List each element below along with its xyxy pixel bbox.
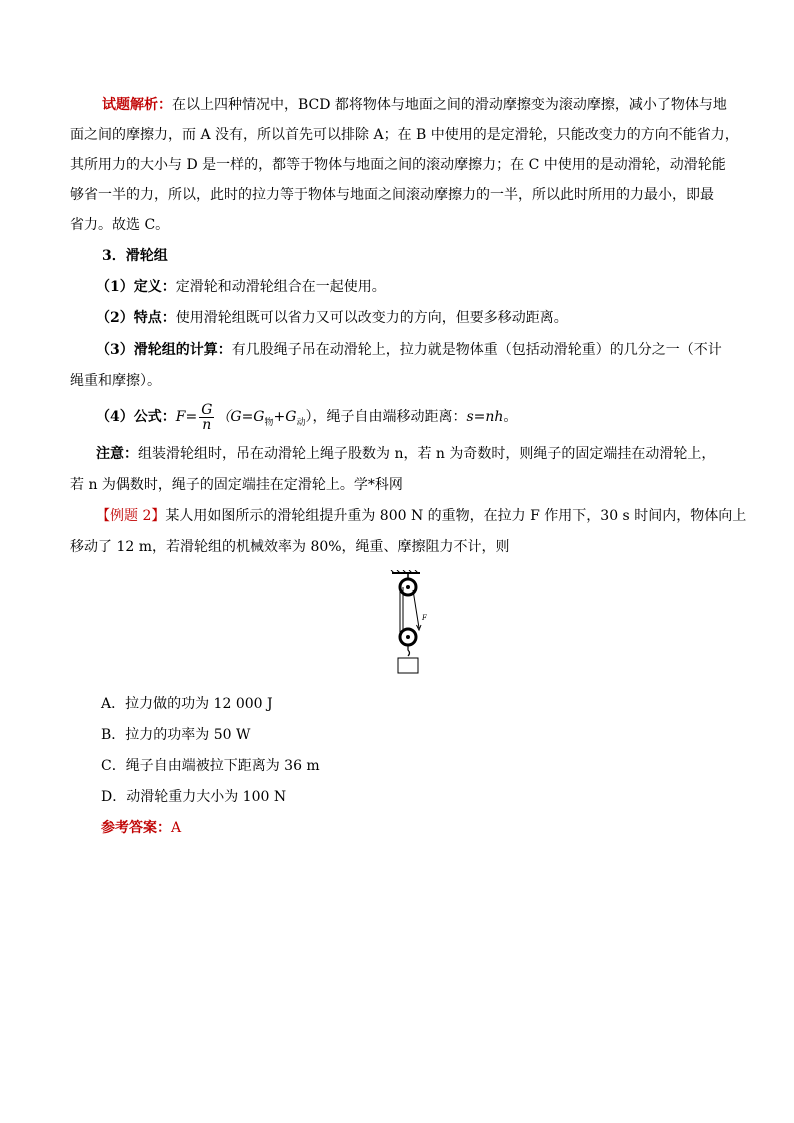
example-line-2: 移动了 12 m，若滑轮组的机械效率为 80%，绳重、摩擦阻力不计，则 — [70, 539, 510, 555]
analysis-label: 试题解析： — [102, 97, 172, 113]
pulley-diagram — [378, 570, 438, 680]
analysis-line-4: 够省一半的力，所以，此时的拉力等于物体与地面之间滚动摩擦力的一半，所以此时所用的力最小，即最 — [70, 187, 714, 203]
formula-fraction: $\frac{G}{n}$ — [201, 401, 213, 433]
item-feature: （2）特点：使用滑轮组既可以省力又可以改变力的方向，但要多移动距离。 — [96, 310, 568, 326]
item-calculation: （3）滑轮组的计算：有几股绳子吊在动滑轮上，拉力就是物体重（包括动滑轮重）的几分之一（不计 — [96, 342, 722, 358]
example-line-1: 【例题 2】某人用如图所示的滑轮组提升重为 800 N 的重物，在拉力 F 作用下，30 s 时间内，物体向上 — [96, 508, 747, 524]
option-b: B．拉力的功率为 50 W — [101, 727, 251, 743]
section-title: 3．滑轮组 — [102, 248, 168, 264]
answer-value: A — [171, 820, 182, 836]
option-a: A．拉力做的功为 12 000 J — [101, 696, 273, 712]
analysis-line-1: 试题解析：在以上四种情况中，BCD 都将物体与地面之间的滑动摩擦变为滚动摩擦，减小了物体与地 — [102, 97, 727, 113]
option-d: D．动滑轮重力大小为 100 N — [101, 789, 287, 805]
example-label: 【例题 2】 — [96, 508, 166, 524]
analysis-line-3: 其所用力的大小与 D 是一样的，都等于物体与地面之间的滚动摩擦力；在 C 中使用的是动滑轮，动滑轮能 — [70, 157, 726, 173]
item-calculation-cont: 绳重和摩擦）。 — [70, 373, 161, 389]
force-label: F — [422, 614, 427, 622]
note-line-1: 注意：组装滑轮组时，吊在动滑轮上绳子股数为 n，若 n 为奇数时，则绳子的固定端挂在动滑轮上， — [96, 446, 716, 462]
answer-line — [101, 818, 734, 838]
answer-label: 参考答案： — [101, 820, 171, 836]
item-definition: （1）定义：定滑轮和动滑轮组合在一起使用。 — [96, 279, 386, 295]
analysis-line-2: 面之间的摩擦力，而 A 没有，所以首先可以排除 A；在 B 中使用的是定滑轮，只能改变力的方向不能省力， — [70, 127, 739, 143]
note-line-2: 若 n 为偶数时，绳子的固定端挂在定滑轮上。学*科网 — [70, 477, 403, 493]
analysis-line-5: 省力。故选 C。 — [70, 217, 170, 233]
item-formula: （4）公式：F= $\frac{G}{n}$ $(G=G_物+G_动)$，绳子自由端移动距离：s=nh。 — [96, 401, 518, 433]
option-c: C．绳子自由端被拉下距离为 36 m — [101, 758, 320, 774]
pulley-figure — [378, 570, 438, 680]
